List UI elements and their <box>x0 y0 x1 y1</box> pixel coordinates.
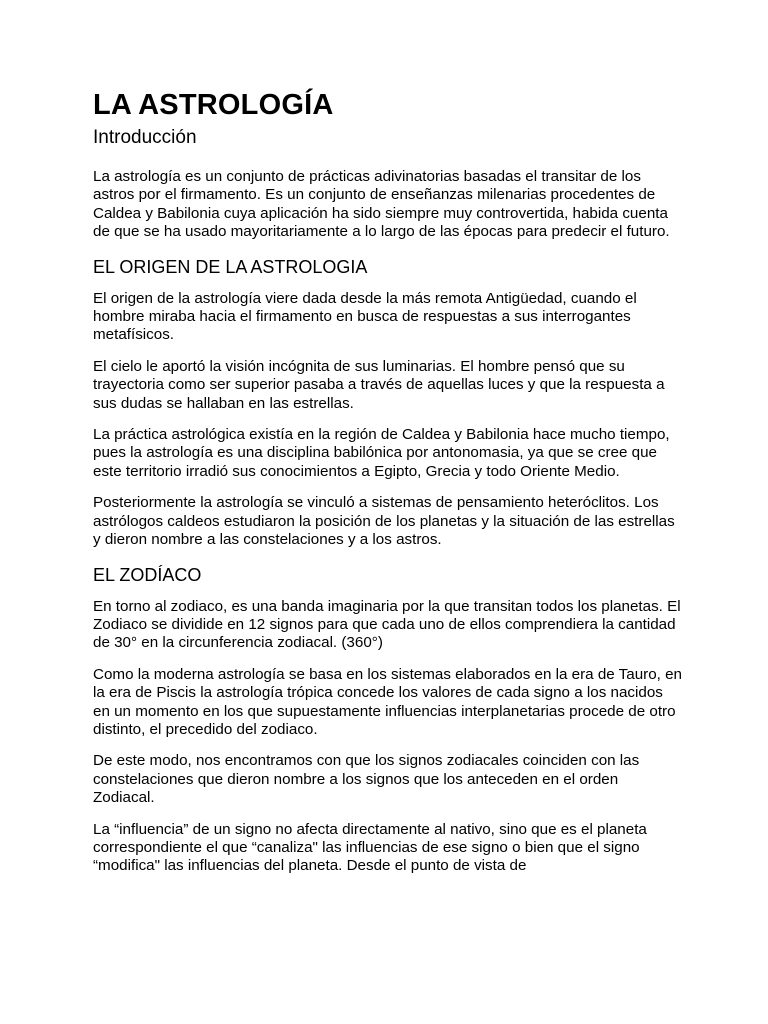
section-heading: EL ZODÍACO <box>93 564 202 585</box>
body-paragraph: La “influencia” de un signo no afecta directamente al nativo, sino que es el planeta correspondiente el que “canaliza" las influencias de ese signo o bien que el signo “modifica" las influencias del planeta. Desde el punto de vista de <box>93 820 647 875</box>
intro-paragraph: La astrología es un conjunto de prácticas adivinatorias basadas el transitar de los astros por el firmamento. Es un conjunto de enseñanzas milenarias procedentes de Caldea y Babilonia cuya aplicación ha sido siempre muy controvertida, habida cuenta de que se ha usado mayoritariamente a lo largo de las épocas para predecir el futuro. <box>93 168 670 241</box>
body-paragraph: El origen de la astrología viere dada desde la más remota Antigüedad, cuando el hombre miraba hacia el firmamento en busca de respuestas a sus interrogantes metafísicos. <box>93 289 637 344</box>
body-paragraph: Como la moderna astrología se basa en los sistemas elaborados en la era de Tauro, en la era de Piscis la astrología trópica concede los valores de cada signo a los nacidos en un momento en los que supuestamente influencias interplanetarias procede de otro distinto, el precedido del zodiaco. <box>93 665 683 738</box>
body-paragraph: En torno al zodiaco, es una banda imaginaria por la que transitan todos los planetas. El Zodiaco se dividide en 12 signos para que cada uno de ellos comprendiera la cantidad de 30° en la circunferencia zodiacal. (360°) <box>93 597 681 652</box>
section-heading: EL ORIGEN DE LA ASTROLOGIA <box>93 256 368 277</box>
section-zodiaco <box>93 563 683 876</box>
body-paragraph: Posteriormente la astrología se vinculó a sistemas de pensamiento heteróclitos. Los astrólogos caldeos estudiaron la posición de los planetas y la situación de las estrellas y dieron nombre a las constelaciones y a los astros. <box>93 494 675 549</box>
page-subtitle: Introducción <box>93 127 197 148</box>
body-paragraph: La práctica astrológica existía en la región de Caldea y Babilonia hace mucho tiempo, pues la astrología es una disciplina babilónica por antonomasia, ya que se cree que este territorio irradió sus conocimientos a Egipto, Grecia y todo Oriente Medio. <box>93 426 670 480</box>
section-origen <box>93 255 683 550</box>
document-page <box>93 86 683 889</box>
body-paragraph: El cielo le aportó la visión incógnita de sus luminarias. El hombre pensó que su trayectoria como ser superior pasaba a través de aquellas luces y que la respuesta a sus dudas se hallaban en las estrellas. <box>93 357 665 412</box>
page-title: LA ASTROLOGÍA <box>93 89 334 121</box>
body-paragraph: De este modo, nos encontramos con que los signos zodiacales coinciden con las constelaciones que dieron nombre a los signos que los anteceden en el orden Zodiacal. <box>93 752 640 807</box>
